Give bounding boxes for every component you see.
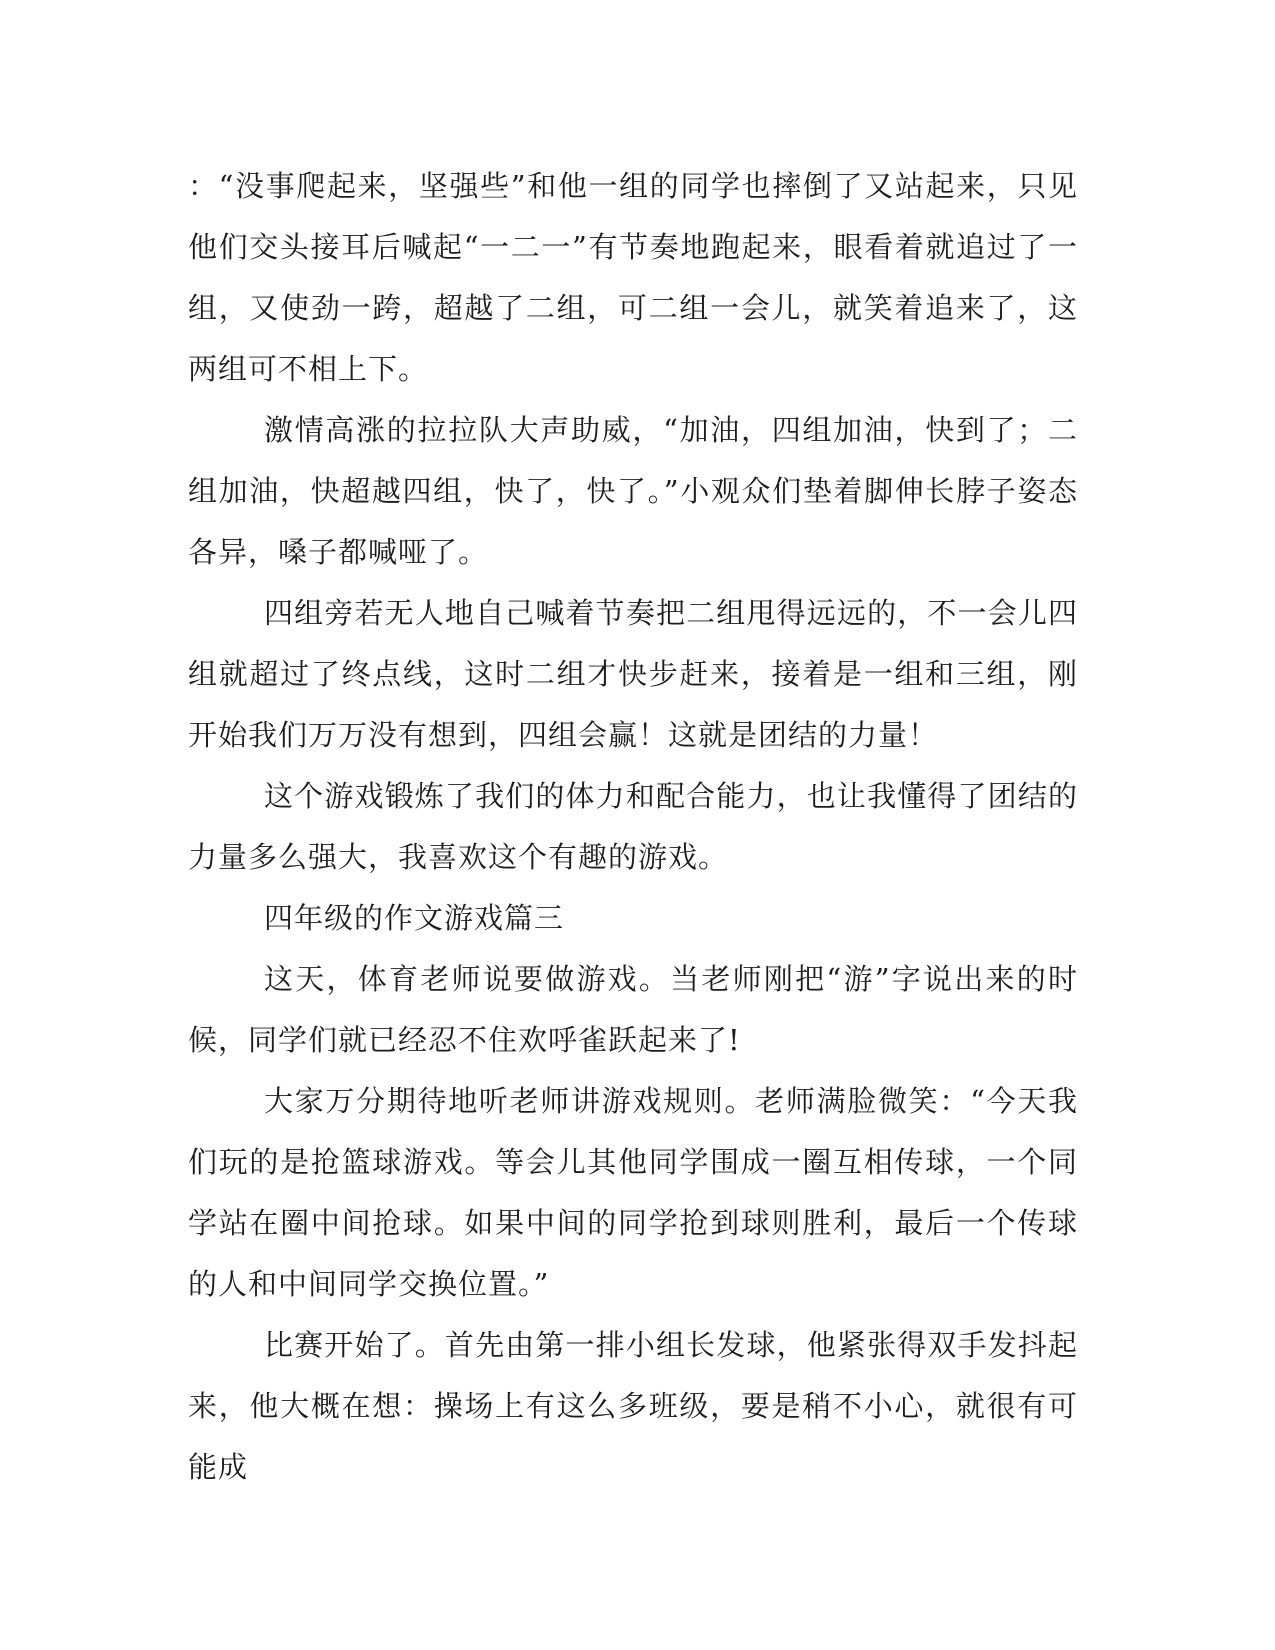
section-heading: 四年级的作文游戏篇三 (264, 901, 565, 935)
paragraph-group-four-wins: 四组旁若无人地自己喊着节奏把二组甩得远远的，不一会儿四组就超过了终点线，这时二组才快步赶来，接着是一组和三组，刚开始我们万万没有想到，四组会赢！这就是团结的力量！ (188, 596, 1078, 752)
paragraph-game-announced: 这天，体育老师说要做游戏。当老师刚把“游”字说出来的时候，同学们就已经忍不住欢呼雀跃起来了! (188, 962, 1078, 1057)
paragraph-game-rules: 大家万分期待地听老师讲游戏规则。老师满脸微笑：“今天我们玩的是抢篮球游戏。等会儿其他同学围成一圈互相传球，一个同学站在圈中间抢球。如果中间的同学抢到球则胜利，最后一个传球的人和中间同学交换位置。” (188, 1084, 1078, 1301)
paragraph-cheering-squad: 激情高涨的拉拉队大声助威，“加油，四组加油，快到了；二组加油，快超越四组，快了，快了。”小观众们垫着脚伸长脖子姿态各异，嗓子都喊哑了。 (188, 413, 1078, 569)
paragraph-conclusion: 这个游戏锻炼了我们的体力和配合能力，也让我懂得了团结的力量多么强大，我喜欢这个有趣的游戏。 (188, 779, 1078, 874)
document-body (188, 156, 1078, 1498)
paragraph-game-start: 比赛开始了。首先由第一排小组长发球，他紧张得双手发抖起来，他大概在想：操场上有这么多班级，要是稍不小心，就很有可能成 (188, 1328, 1078, 1484)
paragraph-continuation: ：“没事爬起来，坚强些”和他一组的同学也摔倒了又站起来，只见他们交头接耳后喊起“一二一”有节奏地跑起来，眼看着就追过了一组，又使劲一跨，超越了二组，可二组一会儿，就笑着追来了，这两组可不相上下。 (188, 169, 1078, 386)
